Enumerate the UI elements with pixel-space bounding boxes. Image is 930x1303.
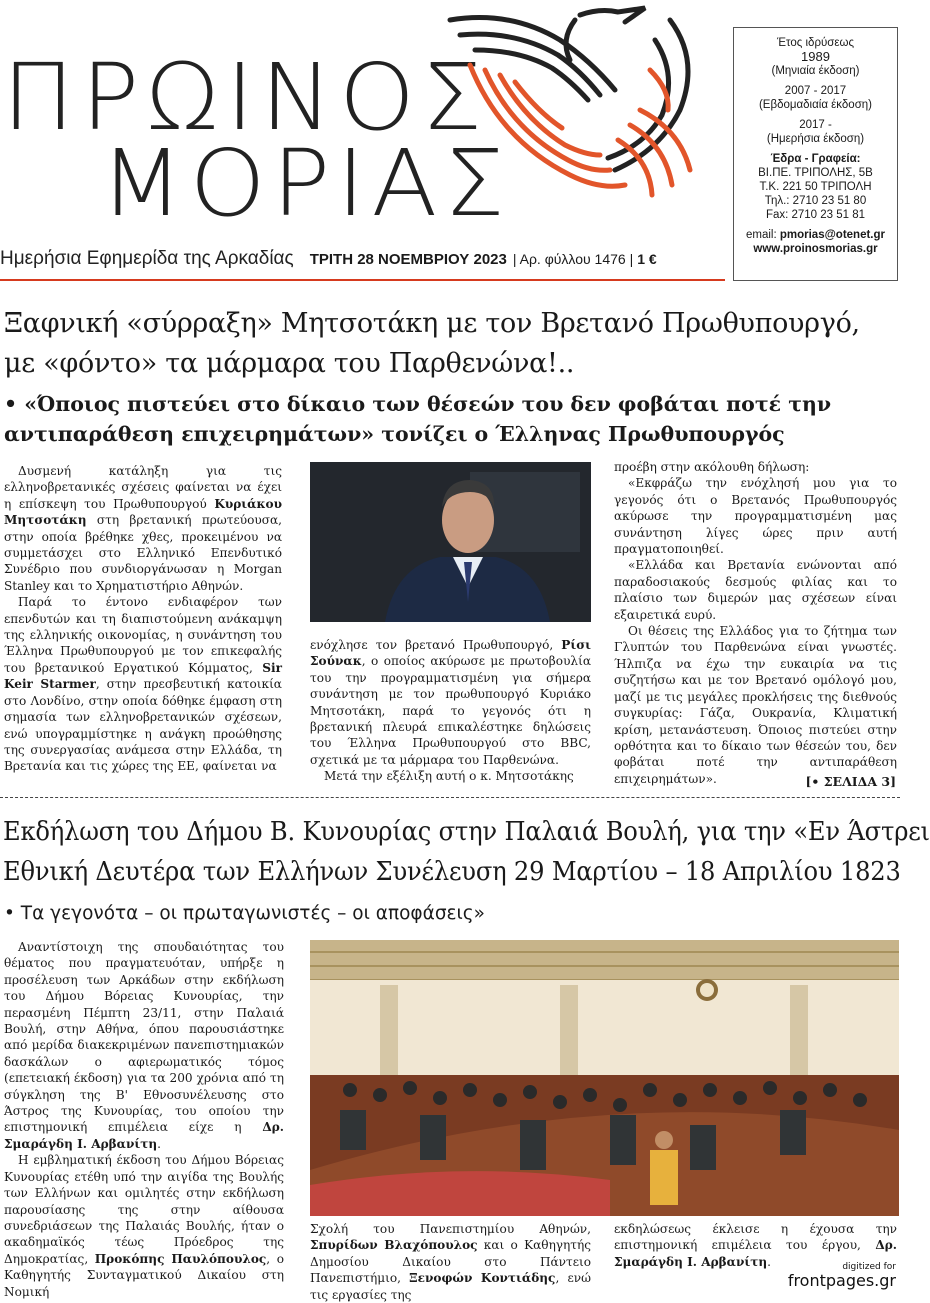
logo-title-line1: ΠΡΩΙΝΟΣ <box>2 44 489 151</box>
email-label: email: <box>745 229 777 241</box>
office-label: Έδρα - Γραφεία: <box>770 153 861 165</box>
issue-number: | Αρ. φύλλου 1476 | <box>512 251 634 267</box>
article1-column1 <box>4 463 282 775</box>
article1-paragraph: «Εκφράζω την ενόχλησή μου για το γεγονός ότι ο Βρετανός Πρωθυπουργός ακύρωσε την προγραμματισμένη μας συνάντηση λίγες ώρες πριν αυτή πραγματοποιηθεί. <box>614 476 897 557</box>
bird-logo-icon <box>440 0 710 200</box>
article1-subhead: • «Όποιος πιστεύει στο δίκαιο των θέσεών του δεν φοβάται ποτέ την αντιπαράθεση επιχειρημάτων» τονίζει ο Έλληνας Πρωθυπουργός <box>4 392 832 446</box>
see-page-link[interactable]: [• ΣΕΛΙΔΑ 3] <box>805 774 896 789</box>
watermark-brand: frontpages.gr <box>787 1271 896 1290</box>
masthead <box>0 0 900 285</box>
publication-info-box <box>733 27 898 281</box>
article1-paragraph: Δυσμενή κατάληξη για τις ελληνοβρετανικές σχέσεις φαίνεται να έχει η επίσκεψη του Πρωθυπουργού Κυριάκου Μητσοτάκη στη βρετανική πρωτεύουσα, στην οποία βρέθηκε χθες, προκειμένου να συμμετάσχει στο Ελληνικό Επενδυτικό Συνέδριο που συνδιοργάνωσαν η Morgan Stanley και το Χρηματιστήριο Αθηνών. <box>4 464 282 593</box>
article2-paragraph: εκδηλώσεως έκλεισε η έχουσα την επιστημονική επιμέλεια του έργου, Δρ. Σμαράγδη Ι. Αρβανίτη. <box>614 1222 897 1269</box>
period-daily: 2017 - <box>799 119 832 131</box>
article1-headline <box>4 304 900 384</box>
section-divider <box>0 797 900 798</box>
watermark-small: digitized for <box>842 1262 896 1272</box>
article2-column2 <box>310 1221 591 1303</box>
article1-column3 <box>614 459 897 787</box>
website-link[interactable]: www.proinosmorias.gr <box>753 243 878 255</box>
article2-photo <box>310 940 899 1216</box>
fax: Fax: 2710 23 51 81 <box>765 209 866 221</box>
daily-label: (Ημερήσια έκδοση) <box>766 133 865 145</box>
article1-photo <box>310 462 591 622</box>
article1-paragraph: Παρά το έντονο ενδιαφέρον των επενδυτών και τη διαπιστούμενη ανάκαμψη της ελληνικής οικονομίας, η συνάντηση του Έλληνα Πρωθυπουργού με τον επικεφαλής του βρετανικού Εργατικού Κόμματος, Sir Keir Starmer, στην πρεσβευτική κατοικία στο Λονδίνο, στην οποία δόθηκε έμφαση στη σημασία των ελληνοβρετανικών σχέσεων, ενώ υπογραμμίστηκε η ανάγκη προώθησης της συνεργασίας ανάμεσα στην Ελλάδα, τη Βρετανία και τις χώρες της ΕΕ, φαίνεται να <box>4 595 282 774</box>
founded-year: 1989 <box>801 49 830 64</box>
monthly-label: (Μηνιαία έκδοση) <box>771 65 860 77</box>
article2-subhead: • Τα γεγονότα – οι πρωταγωνιστές – οι αποφάσεις» <box>4 903 485 924</box>
article1-column2 <box>310 637 591 785</box>
founded-label: Έτος ιδρύσεως <box>776 37 855 49</box>
issue-price: 1 € <box>637 251 657 267</box>
article2-headline <box>3 812 930 892</box>
parliament-hall-photo-icon <box>310 940 899 1216</box>
tagline: Ημερήσια Εφημερίδα της Αρκαδίας <box>0 248 294 269</box>
article1-headline-line1: Ξαφνική «σύρραξη» Μητσοτάκη με τον Βρετανό Πρωθυπουργό, <box>4 308 860 339</box>
article1-paragraph: «Ελλάδα και Βρετανία ενώνονται από παραδοσιακούς δεσμούς φιλίας και το πλαίσιο των διμερών μας σχέσεων είναι εξαιρετικά ευρύ. <box>614 558 897 622</box>
article1-paragraph: προέβη στην ακόλουθη δήλωση: <box>614 460 810 474</box>
email-link[interactable]: pmorias@otenet.gr <box>779 229 886 241</box>
issue-date: ΤΡΙΤΗ 28 ΝΟΕΜΒΡΙΟΥ 2023 <box>309 251 507 268</box>
article2-paragraph: Σχολή του Πανεπιστημίου Αθηνών, Σπυρίδων Βλαχόπουλος και ο Καθηγητής Δημοσίου Δικαίου στο Πάντειο Πανεπιστήμιο, Ξενοφών Κοντιάδης, ενώ τις εργασίες της <box>310 1222 591 1302</box>
source-watermark <box>788 1260 896 1288</box>
article1-paragraph: Μετά την εξέλιξη αυτή ο κ. Μητσοτάκης <box>324 769 574 784</box>
masthead-rule <box>0 279 725 281</box>
prime-minister-photo-icon <box>310 462 591 622</box>
period-weekly: 2007 - 2017 <box>784 85 847 97</box>
article2-column1 <box>4 939 284 1300</box>
article2-headline-line1: Εκδήλωση του Δήμου Β. Κυνουρίας στην Παλαιά Βουλή, για την «Εν Άστρει <box>3 817 930 847</box>
logo-title-line2: ΜΟΡΙΑΣ <box>100 130 512 237</box>
article2-headline-line2: Εθνική Δευτέρα των Ελλήνων Συνέλευση 29 Μαρτίου – 18 Απριλίου 1823 <box>3 857 901 887</box>
address-line1: ΒΙ.ΠΕ. ΤΡΙΠΟΛΗΣ, 5Β <box>758 167 873 179</box>
article2-paragraph: Αναντίστοιχη της σπουδαιότητας του θέματος που πραγματευόταν, υπήρξε η προσέλευση των Αρκάδων στην εκδήλωση του Δήμου Βόρειας Κυνουρίας, την περασμένη Πέμπτη 23/11, στην Παλαιά Βουλή, στην Αθήνα, όπου παρουσιάστηκε από μερίδα διακεκριμένων πανεπιστημιακών δασκάλων ο αφιερωματικός τόμος (επετειακή έκδοση) για τα 200 χρόνια από τη σύγκληση της Β' Εθνοσυνέλευσης στο Άστρος της Κυνουρίας, του οποίου την επιστημονική επιμέλεια είχε η Δρ. Σμαράγδη Ι. Αρβανίτη. <box>4 940 284 1151</box>
weekly-label: (Εβδομαδιαία έκδοση) <box>758 99 873 111</box>
article1-paragraph: ενόχλησε τον βρετανό Πρωθυπουργό, Ρίσι Σούνακ, ο οποίος ακύρωσε με πρωτοβουλία του την προγραμματισμένη για σήμερα συνάντηση με τον πρωθυπουργό Κυριάκο Μητσοτάκη, παρά το γεγονός ότι η βρετανική πλευρά επικαλέστηκε δηλώσεις του Έλληνα Πρωθυπουργού στο BBC, σχετικά με τα μάρμαρα του Παρθενώνα. <box>310 638 591 767</box>
email-row <box>734 228 897 242</box>
article1-headline-line2: με «φόντο» τα μάρμαρα του Παρθενώνα!.. <box>4 348 575 379</box>
tagline-row <box>0 248 725 278</box>
phone: Τηλ.: 2710 23 51 80 <box>764 195 867 207</box>
article2-paragraph: Η εμβληματική έκδοση του Δήμου Βόρειας Κυνουρίας ετέθη υπό την αιγίδα της Βουλής των Ελλήνων και ομιλητές στην εκδήλωση παρουσίασης της στην αίθουσα συνεδριάσεων της Παλαιάς Βουλής, ήταν ο ακαδημαϊκός τέως Πρόεδρος της Δημοκρατίας, Προκόπης Παυλόπουλος, ο Καθηγητής Συνταγματικού Δικαίου στη Νομική <box>4 1153 284 1299</box>
address-line2: Τ.Κ. 221 50 ΤΡΙΠΟΛΗ <box>759 181 872 193</box>
article1-paragraph: Οι θέσεις της Ελλάδος για το ζήτημα των Γλυπτών του Παρθενώνα είναι γνωστές. Ήλπιζα να έχω την ευκαιρία να τις συζητήσω και με τον Βρετανό ομόλογό μου, μαζί με τις μεγάλες προκλήσεις της διεθνούς συγκυρίας: Γάζα, Ουκρανία, Κλιματική κρίση, μετανάστευση. Όποιος πιστεύει στην ορθότητα και το δίκαιο των θέσεών του, δεν φοβάται ποτέ την αντιπαράθεση επιχειρημάτων». <box>614 624 897 786</box>
